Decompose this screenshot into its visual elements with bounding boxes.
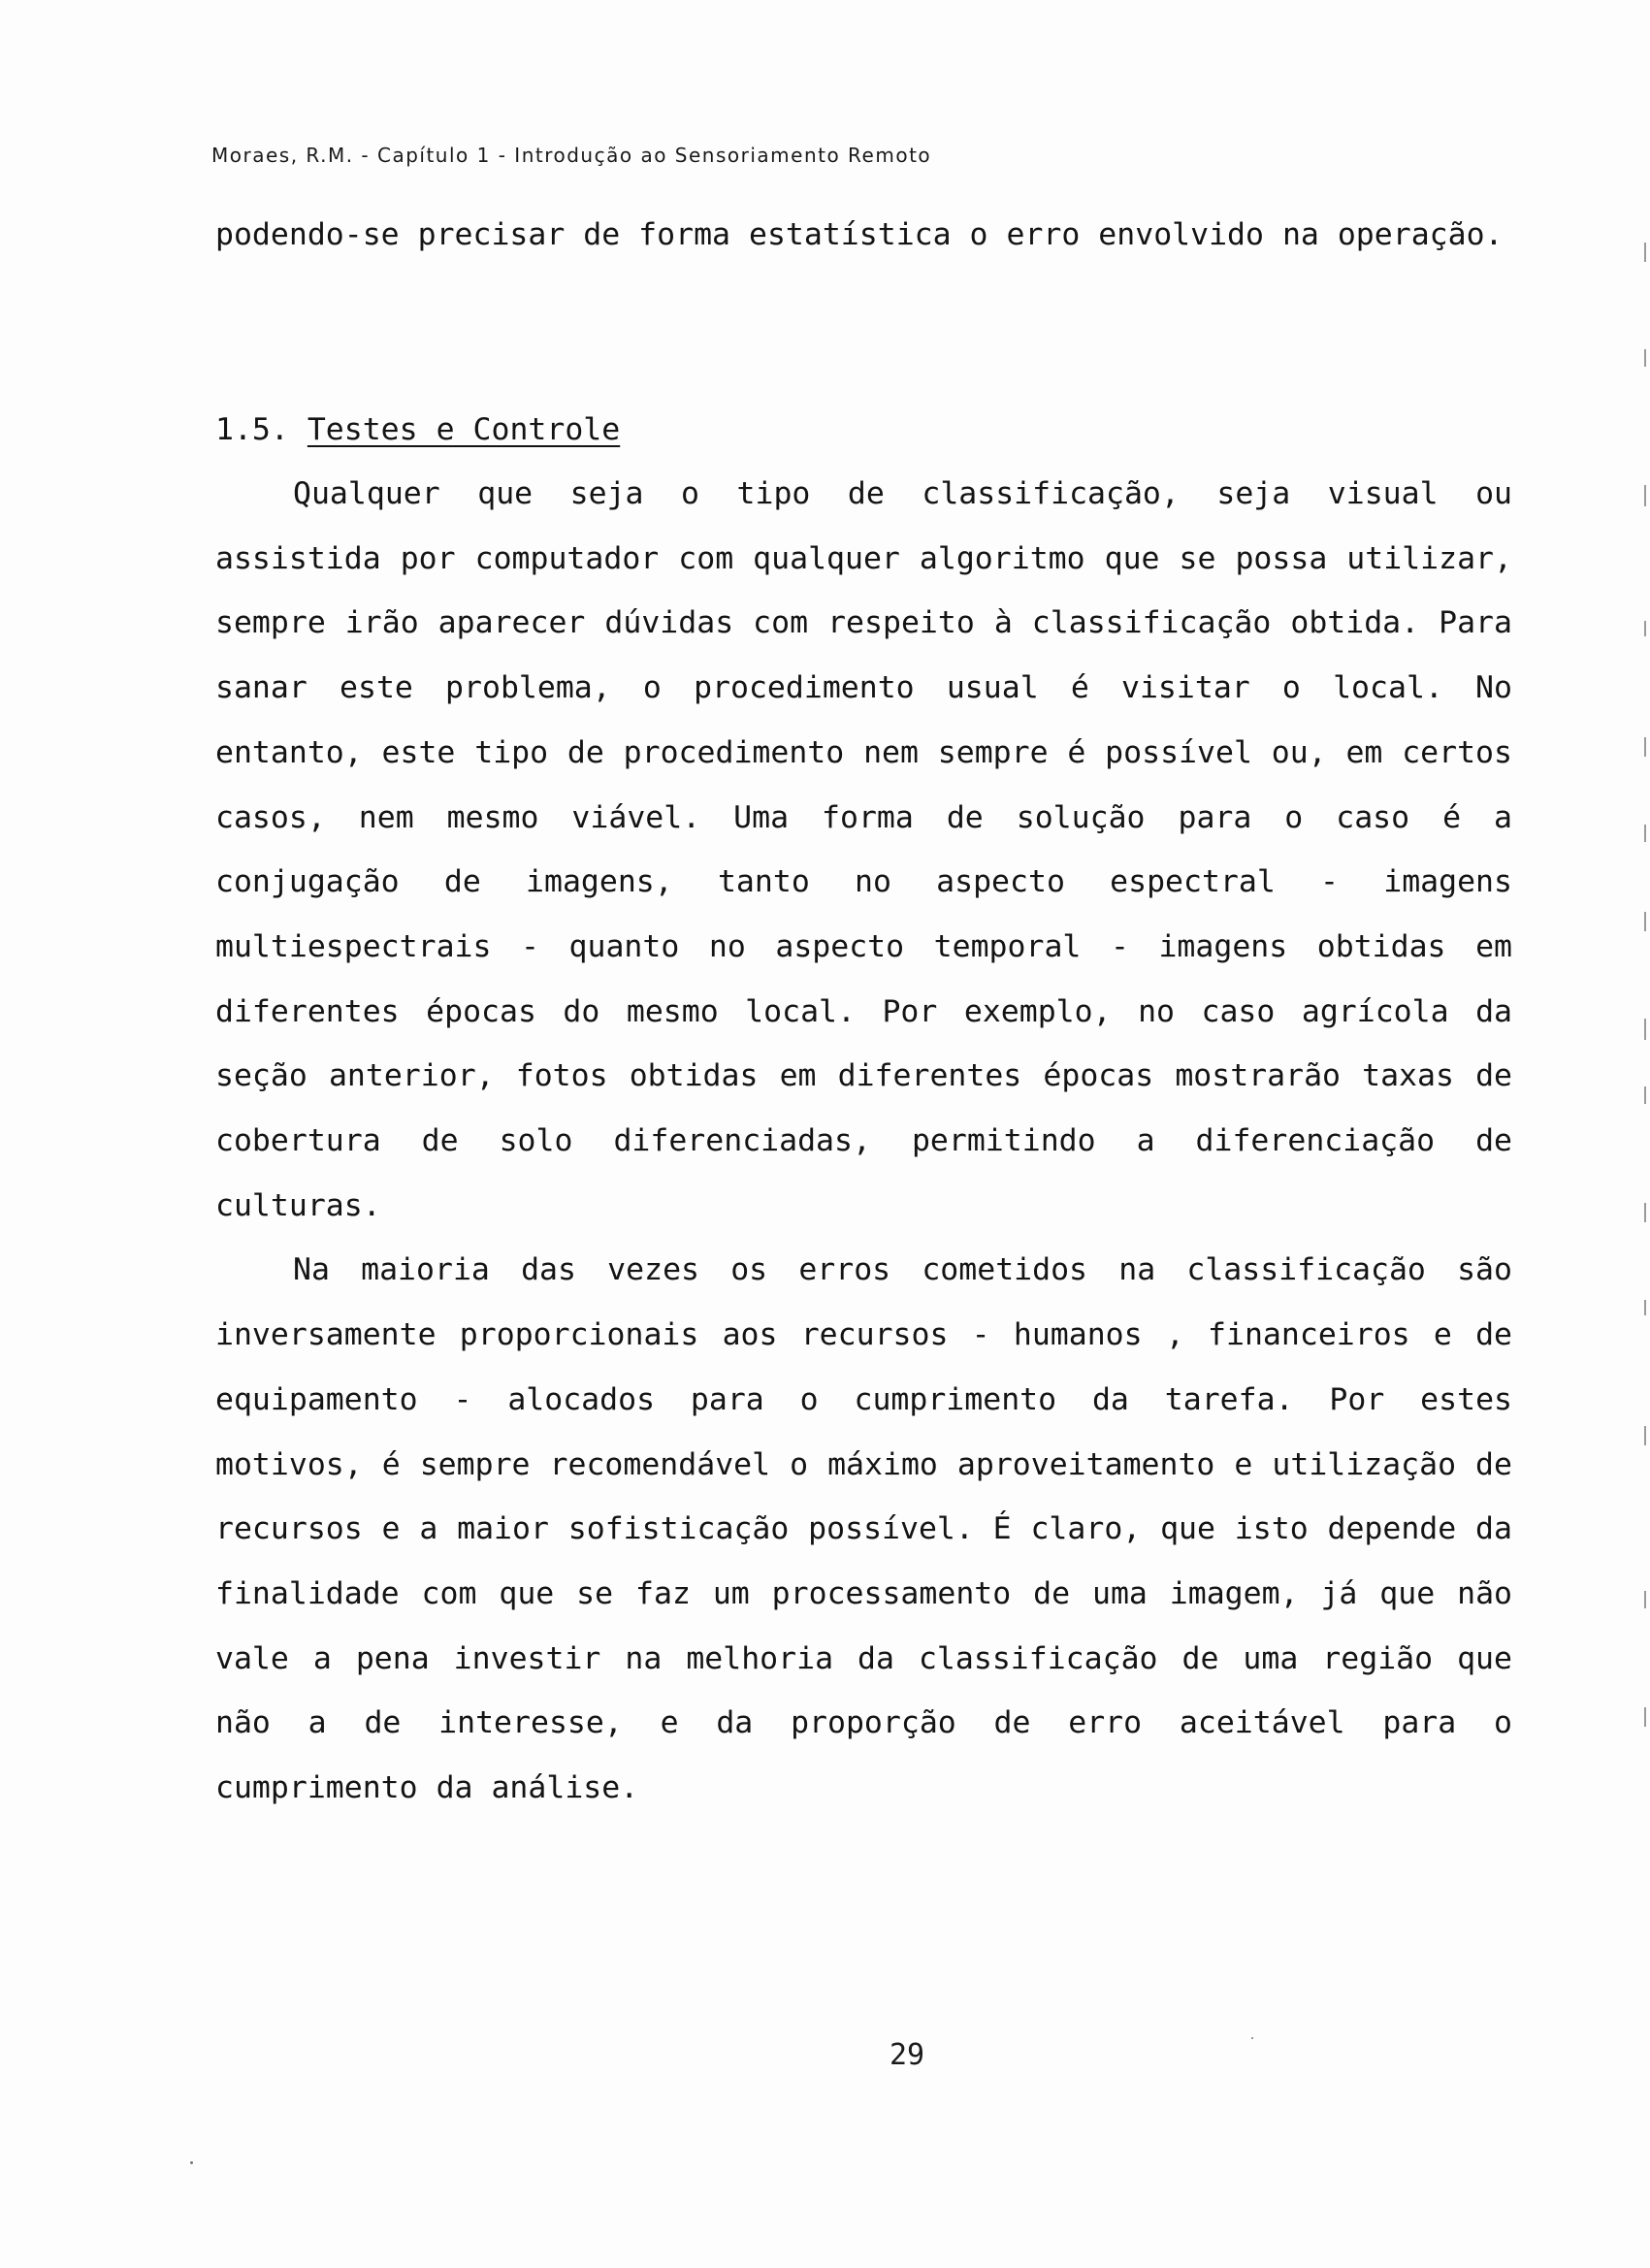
body-paragraph: Qualquer que seja o tipo de classificação, seja visual ou assistida por computador com qualquer algoritmo que se possa utilizar, sempre irão aparecer dúvidas com respeito à classificação obtida. Para sanar este problema, o procedimento usual é visitar o local. No entanto, este tipo de procedimento nem sempre é possível ou, em certos casos, nem mesmo viável. Uma forma de solução para o caso é a conjugação de imagens, tanto no aspecto espectral - imagens multiespectrais - quanto no aspecto temporal - imagens obtidas em diferentes épocas do mesmo local. Por exemplo, no caso agrícola da seção anterior, fotos obtidas em diferentes épocas mostrarão taxas de cobertura de solo diferenciadas, permitindo a diferenciação de culturas.	[215, 476, 1512, 1223]
body-paragraph: Na maioria das vezes os erros cometidos na classificação são inversamente proporcionais aos recursos - humanos , financeiros e de equipamento - alocados para o cumprimento da tarefa. Por estes motivos, é sempre recomendável o máximo aproveitamento e utilização de recursos e a maior sofisticação possível. É claro, que isto depende da finalidade com que se faz um processamento de uma imagem, já que não vale a pena investir na melhoria da classificação de uma região que não a de interesse, e da proporção de erro aceitável para o cumprimento da análise.	[215, 1252, 1512, 1806]
continued-paragraph-block	[215, 203, 1512, 268]
section-heading	[215, 398, 620, 463]
page-number: 29	[889, 2038, 925, 2072]
section-title: Testes e Controle	[307, 412, 621, 447]
section-number: 1.5.	[215, 412, 289, 447]
running-head: Moraes, R.M. - Capítulo 1 - Introdução ao Sensoriamento Remoto	[211, 144, 932, 167]
scan-speck	[1251, 2037, 1253, 2039]
section-body	[215, 462, 1512, 1821]
scan-speck	[190, 2161, 193, 2164]
scan-edge-marks	[1644, 233, 1647, 1882]
continued-paragraph: podendo-se precisar de forma estatística o erro envolvido na operação.	[215, 217, 1504, 252]
